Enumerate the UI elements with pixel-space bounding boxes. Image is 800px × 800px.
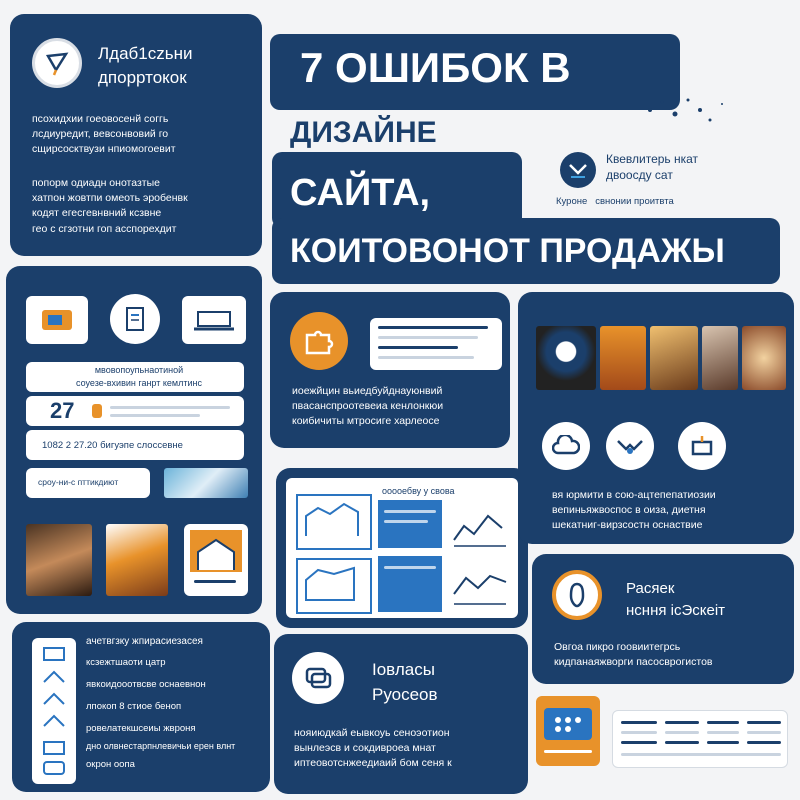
summary-card <box>612 710 788 768</box>
gallery-photo-1 <box>536 326 596 390</box>
info-row-1 <box>26 362 244 392</box>
services-text: вя юрмити в сою-ацтепепатиозии вепиньяжвоспос в оиза, диетня шекатниг-вирзсостн оснаствие <box>552 489 716 532</box>
title-line-3: САЙТА, <box>290 172 431 214</box>
wireframe-chart-4 <box>450 564 510 608</box>
target-icon <box>552 570 602 620</box>
wireframe-chart-1 <box>296 494 372 550</box>
checklist-item-4: ровелатекшсеиы жвроня <box>86 723 196 734</box>
house-illustration-card <box>184 524 248 596</box>
title-line-1: 7 ОШИБОК В <box>300 44 571 91</box>
logo-text-2: двоосду сат <box>606 168 673 182</box>
checklist-item-6: окрон оопа <box>86 759 135 770</box>
checklist-item-5: дно олвнестарпнлевичьи ерен влнт <box>86 741 236 751</box>
chart-icon <box>678 422 726 470</box>
resources-panel <box>274 634 528 794</box>
logo-text-3: Куроне свнонии проитвта <box>556 196 674 207</box>
wireframe-chart-3 <box>450 506 510 550</box>
chat-bubble-icon <box>292 652 344 704</box>
photo-thumbnail-1 <box>26 524 92 596</box>
info-row-3-text: 1082 2 27.20 бигуэпе слоссевне <box>42 440 183 451</box>
diagram-card <box>286 478 518 618</box>
gallery-photo-5 <box>742 326 786 390</box>
examples-panel <box>6 266 262 614</box>
splatter-decoration <box>640 90 740 130</box>
laptop-card <box>182 296 246 344</box>
puzzle-icon <box>290 312 348 370</box>
intro-panel <box>10 14 262 256</box>
handshake-icon <box>606 422 654 470</box>
info-row-2 <box>26 396 244 426</box>
diagram-panel <box>276 468 528 628</box>
strategy-panel <box>532 554 794 684</box>
row-2-number: 27 <box>50 398 75 423</box>
brand-logo-icon <box>560 152 596 188</box>
intro-heading: Лдаб1сzьни дпорртокок <box>98 44 193 87</box>
checklist-icon-column <box>32 638 76 784</box>
services-panel <box>518 292 794 544</box>
cloud-icon <box>542 422 590 470</box>
info-row-3 <box>26 430 244 460</box>
app-icon-card <box>536 696 600 766</box>
gallery-photo-2 <box>600 326 646 390</box>
diagram-header: ооооебву у свова <box>382 486 455 496</box>
puzzle-panel <box>270 292 510 448</box>
diagram-bar-1 <box>378 500 442 548</box>
strategy-text: Овгоа пикро гоовиитегрсь кидпанаяжворги пасосврогистов <box>554 641 713 669</box>
info-row-4 <box>26 468 150 498</box>
landscape-thumbnail <box>164 468 248 498</box>
photo-thumbnail-2 <box>106 524 168 596</box>
info-row-4-text: сроу-ни-с пттикдиют <box>38 477 119 487</box>
intro-paragraph-2: попорм одиадн онотазтые хатпон жовтпи омеоть эробенвк кодят егесгевнвний ксзвне гео с сгзотни гоп асспорехдит <box>32 177 188 235</box>
row-2-thumbnail <box>92 404 102 418</box>
info-row-1-text: мвовопоупьнаотиной соуезе-вхивин ганрт кемлтинс <box>76 365 202 388</box>
checklist-item-3: лпокоп 8 стиое беноп <box>86 701 182 712</box>
checklist-item-2: явкоидооотвсве оснаевнон <box>86 679 206 690</box>
diagram-bar-2 <box>378 556 442 612</box>
title-line-2: ДИЗАЙНЕ <box>290 116 437 149</box>
puzzle-card <box>370 318 502 370</box>
puzzle-text: иоежйцин вьиедбуйднауюнвий пвасанспроотевеиа кенлонкюи коибичиты мтросиге харлеосе <box>292 385 444 428</box>
resources-heading: Іовласы Руосеов <box>372 660 438 704</box>
strategy-heading: Расяек нсння ісЭскеіт <box>626 580 726 619</box>
intro-paragraph-1: псохидхии гоеовосенй соггь лсдиуредит, вевсонвовий го сщирсосктвузи нпиомогоевит <box>32 113 176 156</box>
wireframe-chart-2 <box>296 558 372 614</box>
logo-text-1: Квевлитерь нкат <box>606 152 699 166</box>
document-icon <box>110 294 160 344</box>
shopping-card <box>26 296 88 344</box>
checklist-item-1: ксзежтшаоти цатр <box>86 657 166 668</box>
pen-icon <box>32 38 82 88</box>
title-line-4: КОИТОВОНОТ ПРОДАЖЫ <box>290 232 725 270</box>
checklist-panel <box>12 622 270 792</box>
checklist-header: ачетвгзку жпирасиезасея <box>86 636 203 647</box>
gallery-photo-3 <box>650 326 698 390</box>
gallery-photo-4 <box>702 326 738 390</box>
resources-text: нояиюдкай еывкоуь сеноэотион вынлеэсв и сокдивроеа мнат иптеовотснжеедиаий бом сеня к <box>294 727 452 770</box>
